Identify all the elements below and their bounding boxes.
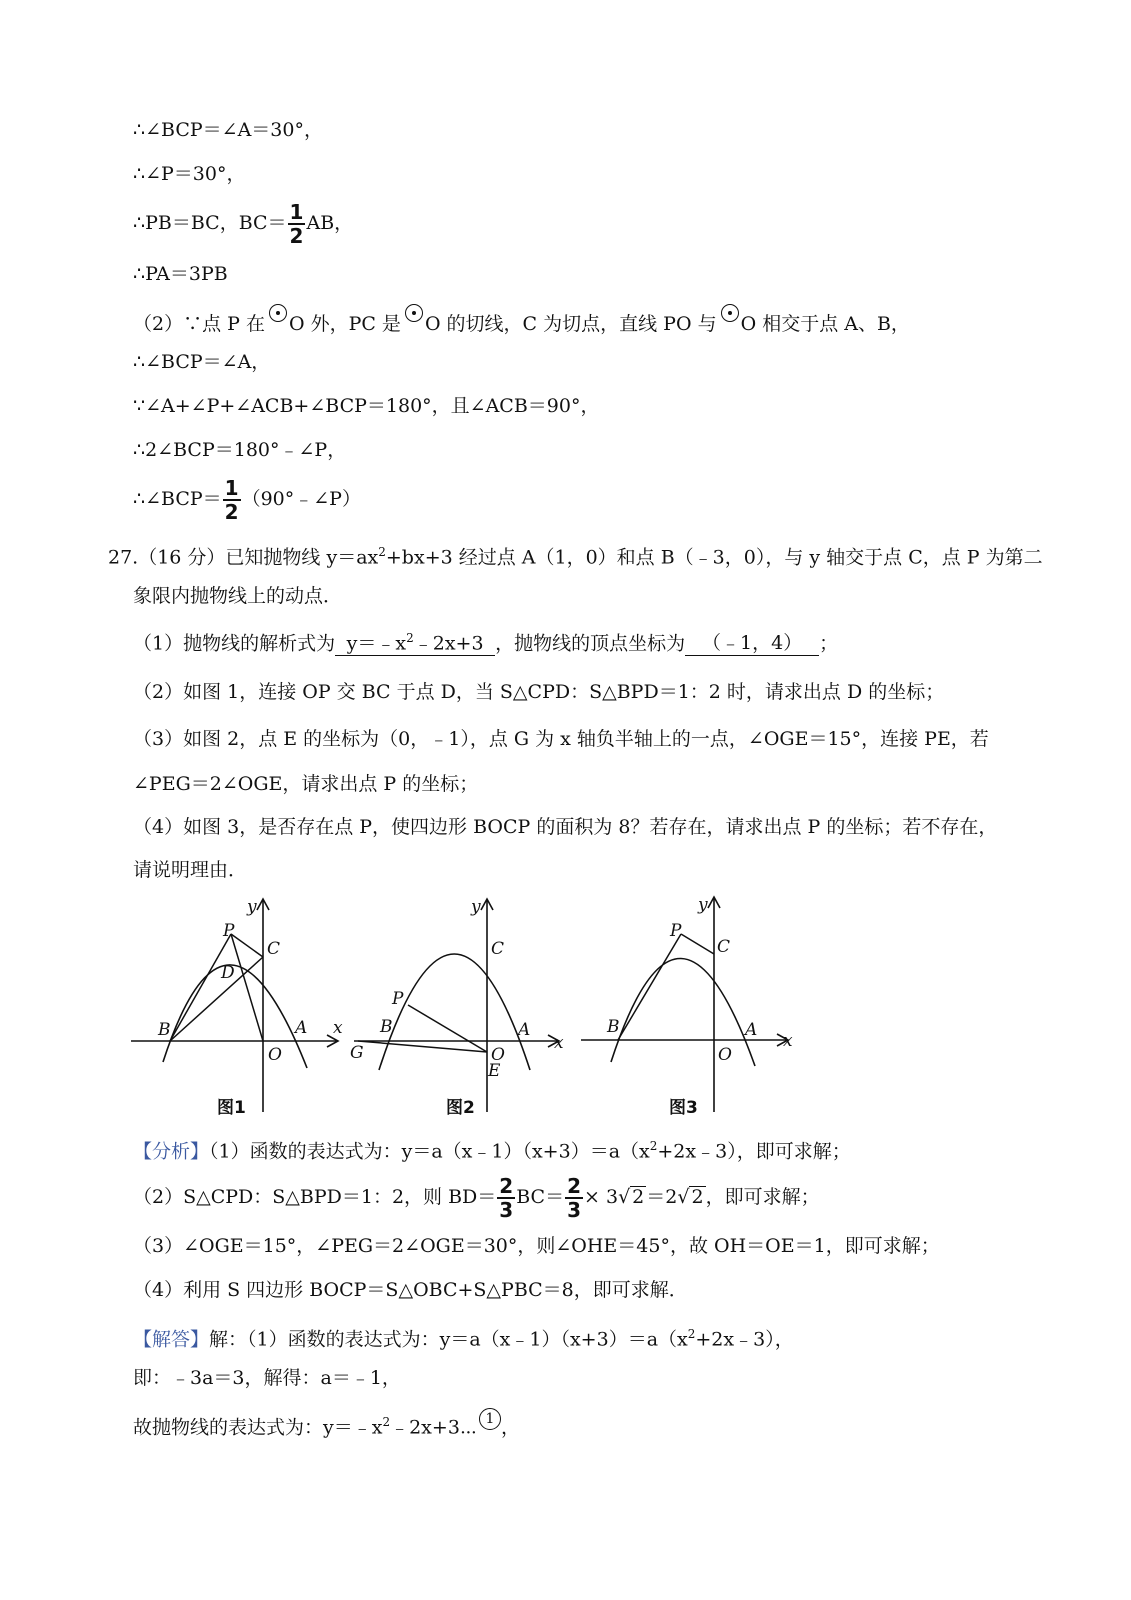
text: 故抛物线的表达式为：y＝﹣x <box>133 1416 383 1439</box>
solution-line-1 <box>133 1320 794 1353</box>
fraction-two-thirds <box>497 1176 515 1220</box>
proof-line-9 <box>133 478 361 522</box>
superscript: 2 <box>649 1139 658 1153</box>
text: ＝2 <box>646 1186 678 1208</box>
problem-stem-line-1 <box>108 538 1043 571</box>
text: （1）函数的表达式为：y＝a（x﹣1）（x+3）＝a（x <box>209 1140 650 1163</box>
question-4-line-2: 请说明理由． <box>133 859 248 881</box>
label-P: P <box>392 989 404 1009</box>
label-y: y <box>247 897 257 917</box>
fraction-num: 2 <box>567 1174 581 1198</box>
label-x: x <box>783 1031 793 1051</box>
proof-line-8: ∴2∠BCP＝180°﹣∠P， <box>133 439 347 461</box>
solution-tag: 【解答】 <box>133 1328 210 1351</box>
text: +2x﹣3），即可求解； <box>657 1140 851 1163</box>
proof-line-4: ∴PA＝3PB <box>133 263 228 285</box>
analysis-line-3: （3）∠OGE＝15°，∠PEG＝2∠OGE＝30°，则∠OHE＝45°，故 OH＝OE＝1，即可求解； <box>133 1235 940 1257</box>
proof-line-3 <box>133 202 353 246</box>
fraction-half <box>223 478 241 522</box>
label-x: x <box>554 1033 564 1053</box>
fraction-den: 3 <box>499 1198 514 1222</box>
circled-number: 1 <box>479 1408 501 1430</box>
question-4-line-1: （4）如图 3，是否存在点 P，使四边形 BOCP 的面积为 8？若存在，请求出点 P 的坐标；若不存在， <box>133 816 998 838</box>
segment-PC <box>231 934 263 957</box>
solution-line-2: 即：﹣3a＝3，解得：a＝﹣1， <box>133 1367 401 1389</box>
segment-PO <box>231 934 263 1041</box>
text: ﹣2x+3⋯ <box>390 1416 478 1439</box>
proof-line-5 <box>133 304 910 338</box>
label-A: A <box>518 1020 531 1040</box>
fraction-two-thirds <box>565 1176 583 1220</box>
parabola <box>379 954 530 1070</box>
label-P: P <box>223 921 235 941</box>
text: O 相交于点 A、B， <box>740 313 910 335</box>
text: BC＝ <box>516 1186 565 1208</box>
fraction-den: 2 <box>224 500 239 524</box>
superscript: 2 <box>382 1415 391 1429</box>
segment-BC <box>170 957 263 1041</box>
text: × 3 <box>584 1186 619 1208</box>
label-y: y <box>698 895 708 915</box>
segment-PE <box>408 1005 487 1052</box>
proof-line-7: ∵∠A+∠P+∠ACB+∠BCP＝180°，且∠ACB＝90°， <box>133 395 600 417</box>
text: （90°﹣∠P） <box>241 488 361 510</box>
circle-dot-icon <box>405 304 423 322</box>
segment-GE <box>358 1041 487 1052</box>
label-B: B <box>158 1020 171 1040</box>
segment-PC <box>681 934 714 954</box>
fraction-half <box>288 202 306 246</box>
label-A: A <box>745 1020 758 1040</box>
label-E: E <box>488 1061 501 1081</box>
text: O 外，PC 是 <box>288 313 401 335</box>
label-B: B <box>607 1017 620 1037</box>
analysis-line-2 <box>133 1176 820 1220</box>
question-2: （2）如图 1，连接 OP 交 BC 于点 D，当 S△CPD：S△BPD＝1：2 时，请求出点 D 的坐标； <box>133 681 945 703</box>
question-1 <box>133 626 838 657</box>
label-O: O <box>268 1045 282 1065</box>
label-C: C <box>267 939 281 959</box>
segment-BP <box>170 934 231 1041</box>
text: +2x﹣3）， <box>695 1328 794 1351</box>
analysis-tag: 【分析】 <box>133 1140 210 1163</box>
text: AB， <box>306 212 354 234</box>
solution-line-3 <box>133 1408 520 1441</box>
proof-line-1: ∴∠BCP＝∠A＝30°， <box>133 119 323 141</box>
figure-2-caption: 图2 <box>446 1098 475 1118</box>
circle-dot-icon <box>721 304 739 322</box>
figure-1 <box>125 890 350 1122</box>
proof-line-2: ∴∠P＝30°， <box>133 163 246 185</box>
label-C: C <box>717 937 731 957</box>
text: +bx+3 经过点 A（1，0）和点 B（﹣3，0），与 y 轴交于点 C，点 P 为第二 <box>385 546 1043 569</box>
fraction-num: 1 <box>224 476 239 500</box>
text: ， <box>501 1416 521 1439</box>
parabola <box>611 958 758 1066</box>
figure-1-caption: 图1 <box>217 1098 246 1118</box>
text: ，即可求解； <box>705 1186 820 1208</box>
figure-3 <box>575 890 800 1122</box>
label-y: y <box>471 897 481 917</box>
figure-2 <box>350 890 575 1122</box>
text: （2）S△CPD：S△BPD＝1：2，则 BD＝ <box>133 1186 497 1208</box>
fraction-num: 2 <box>499 1174 514 1198</box>
label-A: A <box>295 1018 308 1038</box>
superscript: 2 <box>687 1327 696 1341</box>
figure-3-caption: 图3 <box>669 1098 698 1118</box>
text: （2）∵点 P 在 <box>133 313 265 335</box>
label-P: P <box>670 921 682 941</box>
text: （1）抛物线的解析式为 <box>133 632 336 655</box>
segment-BP <box>618 934 681 1040</box>
label-B: B <box>380 1017 393 1037</box>
question-3-line-2: ∠PEG＝2∠OGE，请求出点 P 的坐标； <box>133 773 479 795</box>
proof-line-6: ∴∠BCP＝∠A， <box>133 351 271 373</box>
text: ； <box>819 632 839 655</box>
fraction-den: 3 <box>567 1198 581 1222</box>
label-G: G <box>350 1043 364 1063</box>
sqrt-value: 2 <box>632 1186 645 1208</box>
label-C: C <box>491 939 505 959</box>
circle-dot-icon <box>269 304 287 322</box>
answer-blank-2: （﹣1，4） <box>685 631 819 656</box>
fraction-num: 1 <box>289 200 304 224</box>
answer-text: ﹣2x+3 <box>413 632 484 655</box>
text: ∴∠BCP＝ <box>133 488 222 510</box>
sqrt-sign-icon: √ <box>677 1186 690 1208</box>
sqrt-sign-icon: √ <box>618 1186 631 1208</box>
label-D: D <box>221 963 235 983</box>
sqrt-value: 2 <box>691 1186 704 1208</box>
answer-blank-1 <box>335 626 495 656</box>
analysis-line-4: （4）利用 S 四边形 BOCP＝S△OBC+S△PBC＝8，即可求解． <box>133 1279 688 1301</box>
text: 27.（16 分）已知抛物线 y＝ax <box>108 546 379 569</box>
text: ∴PB＝BC，BC＝ <box>133 212 287 234</box>
superscript: 2 <box>406 631 414 645</box>
text: O 的切线，C 为切点，直线 PO 与 <box>424 313 717 335</box>
label-O: O <box>718 1045 732 1065</box>
superscript: 2 <box>378 545 386 559</box>
text: ，抛物线的顶点坐标为 <box>495 632 686 655</box>
fraction-den: 2 <box>289 224 304 248</box>
text: 解：（1）函数的表达式为：y＝a（x﹣1）（x+3）＝a（x <box>209 1328 688 1351</box>
problem-stem-line-2: 象限内抛物线上的动点． <box>133 585 343 607</box>
question-3-line-1: （3）如图 2，点 E 的坐标为（0，﹣1），点 G 为 x 轴负半轴上的一点，∠OGE＝15°，连接 PE，若 <box>133 728 989 750</box>
answer-text: y＝﹣x <box>346 632 407 655</box>
label-O: O <box>491 1045 505 1065</box>
analysis-line-1 <box>133 1132 851 1165</box>
label-x: x <box>333 1018 343 1038</box>
